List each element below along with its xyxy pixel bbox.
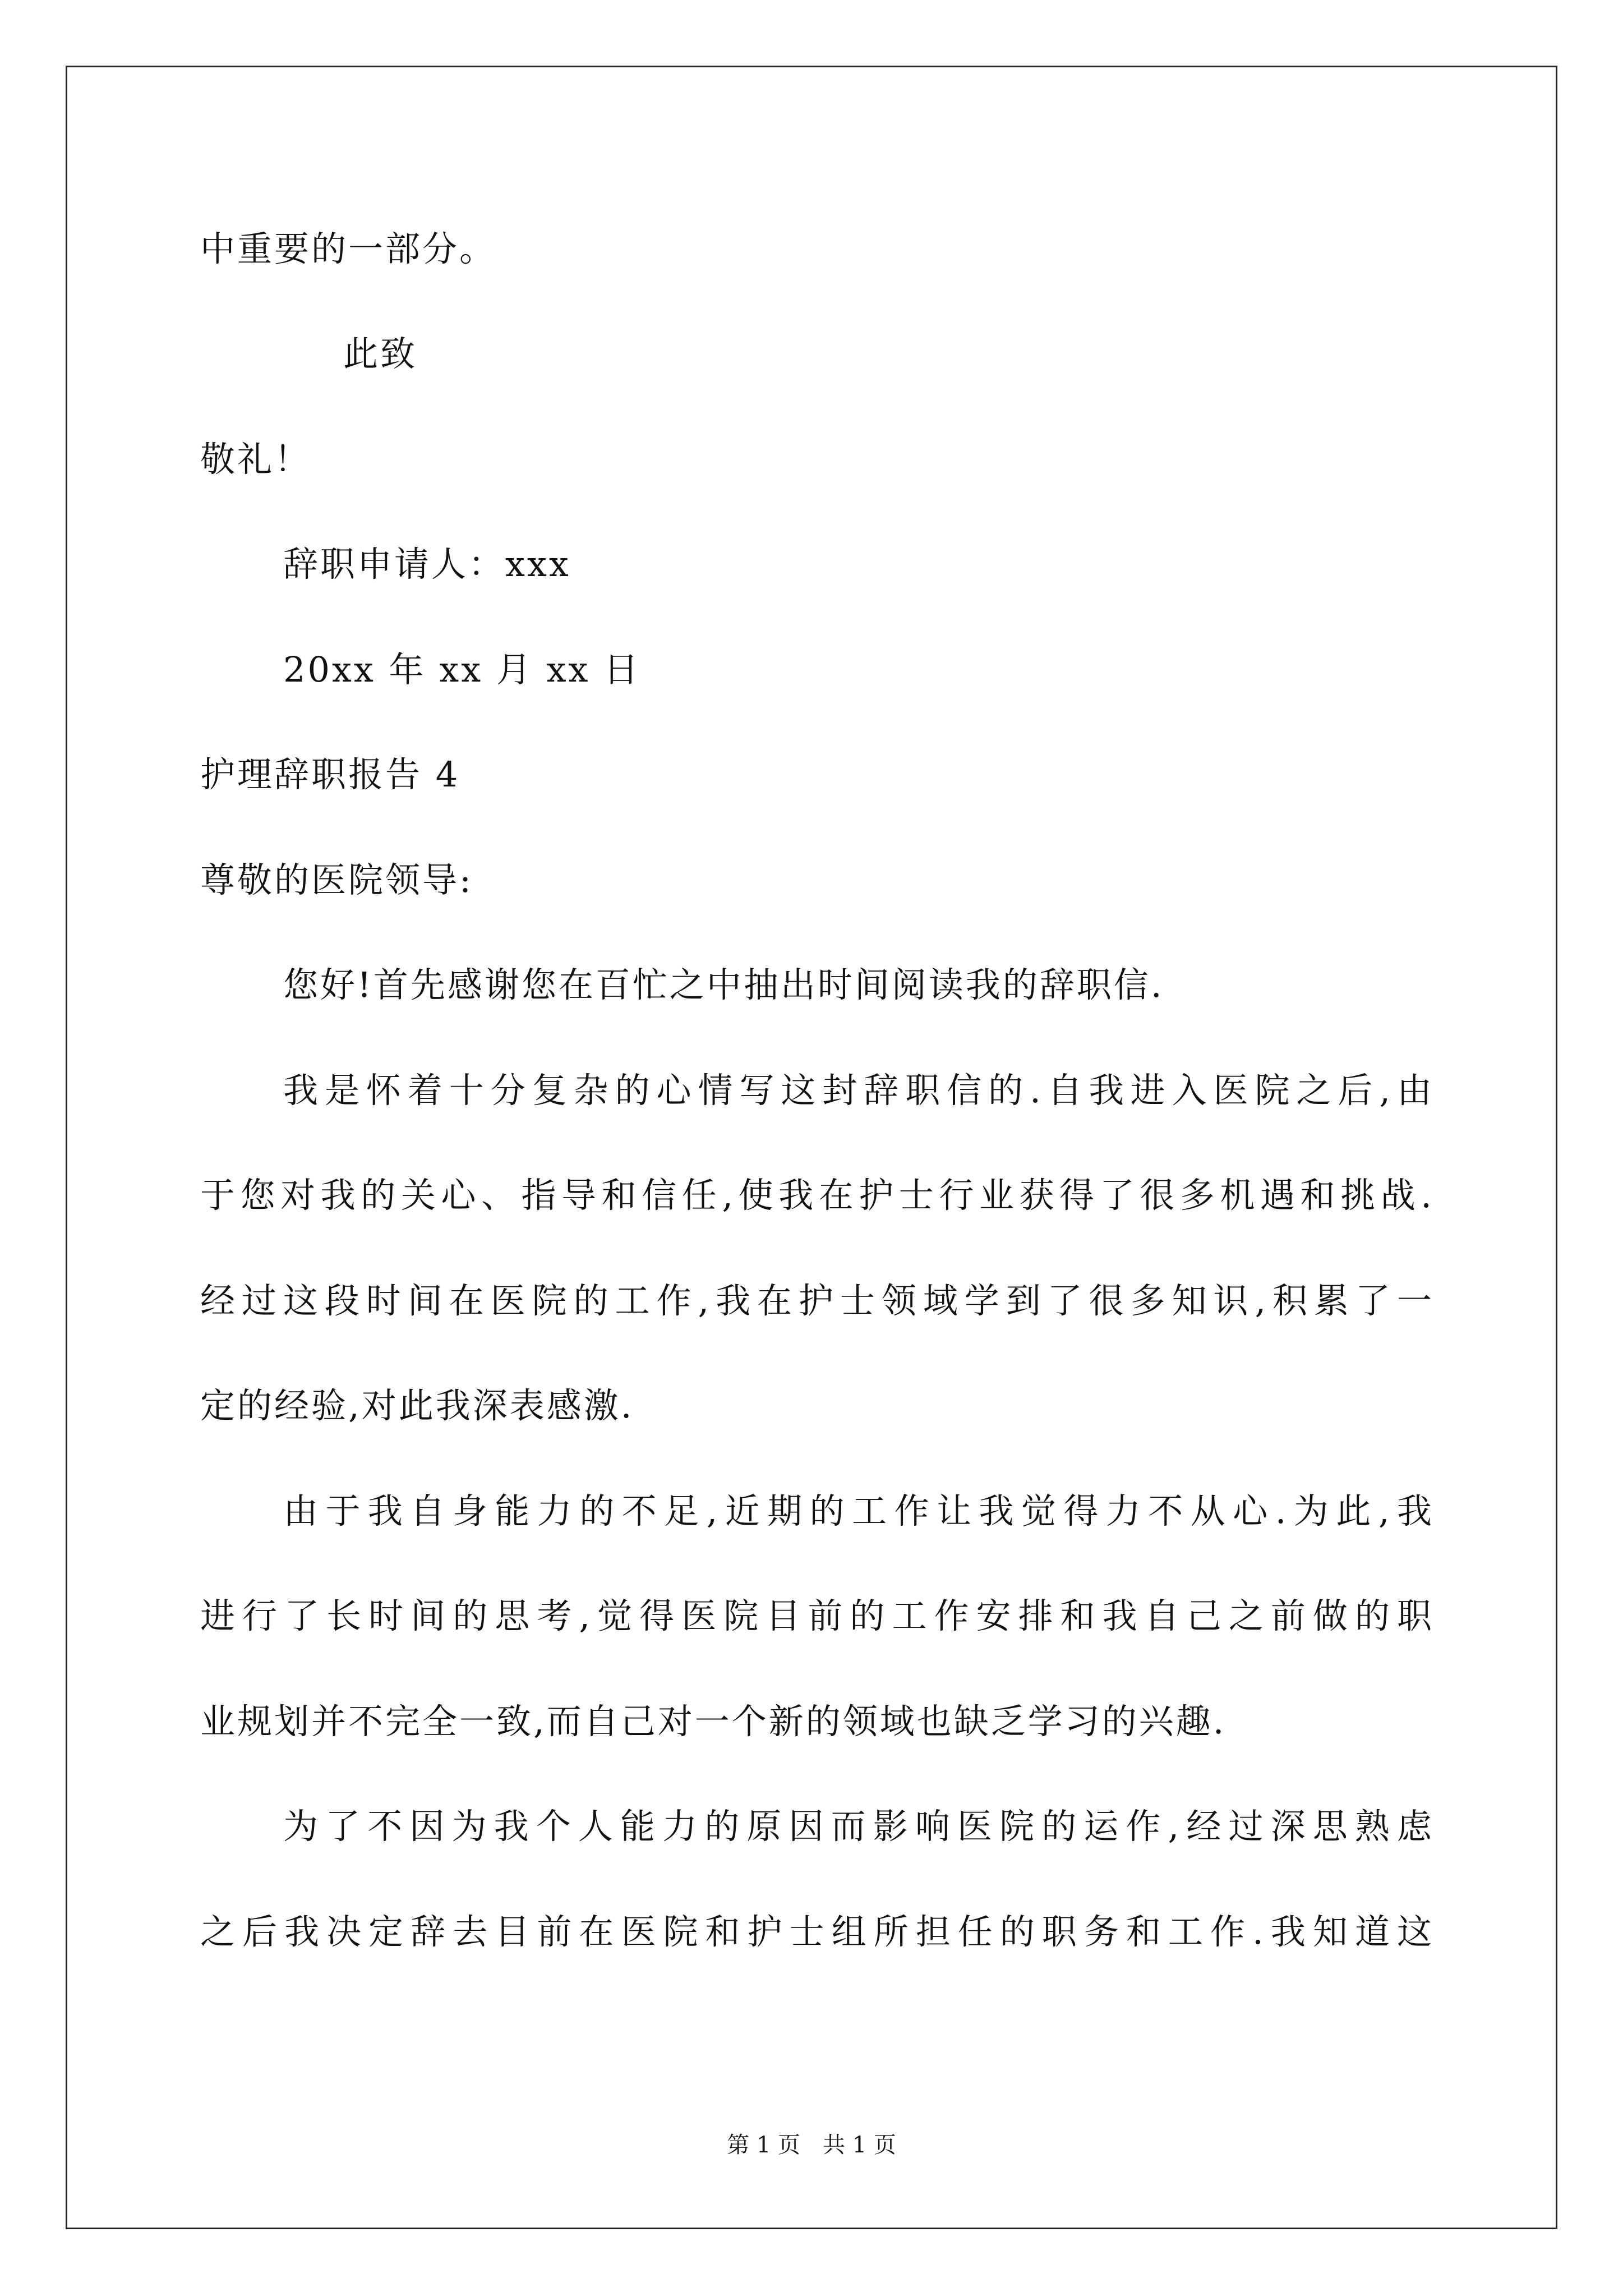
paragraph-line: 定的经验,对此我深表感激. (200, 1385, 634, 1426)
salutation-jingli: 敬礼！ (200, 439, 312, 480)
letter-greeting: 尊敬的医院领导: (200, 859, 473, 900)
paragraph-line: 我是怀着十分复杂的心情写这封辞职信的.自我进入医院之后,由 (283, 1070, 1434, 1111)
paragraph-line: 您好!首先感谢您在百忙之中抽出时间阅读我的辞职信. (283, 964, 1164, 1005)
paragraph-line: 于您对我的关心、指导和信任,使我在护士行业获得了很多机遇和挑战. (200, 1175, 1434, 1216)
paragraph-line: 进行了长时间的思考,觉得医院目前的工作安排和我自己之前做的职 (200, 1595, 1434, 1636)
page-footer (0, 2134, 1623, 2156)
paragraph-line: 之后我决定辞去目前在医院和护士组所担任的职务和工作.我知道这 (200, 1911, 1434, 1952)
page-number: 第 1 页 (727, 2132, 800, 2158)
paragraph-line: 经过这段时间在医院的工作,我在护士领域学到了很多知识,积累了一 (200, 1280, 1434, 1321)
salutation-cizhi: 此致 (343, 333, 418, 374)
paragraph-line: 为了不因为我个人能力的原因而影响医院的运作,经过深思熟虑 (283, 1806, 1434, 1847)
section-title: 护理辞职报告 4 (200, 754, 460, 795)
paragraph-line: 由于我自身能力的不足,近期的工作让我觉得力不从心.为此,我 (283, 1490, 1434, 1531)
page-frame (66, 66, 1557, 2229)
applicant-signature: 辞职申请人：xxx (283, 544, 571, 585)
text-line-closing-fragment: 中重要的一部分。 (200, 228, 497, 269)
letter-date: 20xx 年 xx 月 xx 日 (283, 649, 641, 690)
page-total: 共 1 页 (823, 2132, 896, 2158)
paragraph-line: 业规划并不完全一致,而自己对一个新的领域也缺乏学习的兴趣. (200, 1701, 1227, 1742)
